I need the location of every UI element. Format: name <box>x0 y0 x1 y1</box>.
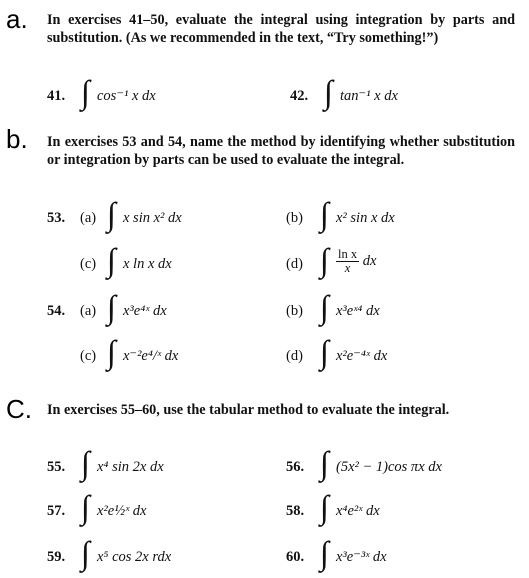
exercise-number: 53. <box>47 210 66 226</box>
integral-sign: ∫ <box>320 490 330 526</box>
integrand: x³e⁻³ˣ dx <box>336 549 387 565</box>
integrand: x²e½ˣ dx <box>97 503 147 519</box>
integral-sign: ∫ <box>320 536 330 572</box>
exercise-number: 55. <box>47 459 66 475</box>
fraction-denominator: x <box>344 261 351 275</box>
integral-sign: ∫ <box>320 290 330 326</box>
integrand: x³e⁴ˣ dx <box>123 303 167 319</box>
part-label: (c) <box>80 348 97 364</box>
section-a-instruction: In exercises 41–50, evaluate the integral using integration by parts and substitution. (As we recommended in the text, “Try something!”) <box>47 12 515 46</box>
integral-sign: ∫ <box>320 335 330 371</box>
part-label: (a) <box>80 303 97 319</box>
section-b-instruction: In exercises 53 and 54, name the method by identifying whether substitution or integration by parts can be used to evaluate the integral. <box>47 134 515 168</box>
part-label: (b) <box>286 210 303 226</box>
exercise-57 <box>47 490 267 526</box>
integral-sign: ∫ <box>107 243 117 279</box>
integrand: x⁵ cos 2x rdx <box>97 549 172 565</box>
integrand: x ln x dx <box>123 256 172 272</box>
exercise-42 <box>290 75 490 111</box>
exercise-number: 60. <box>286 549 305 565</box>
exercise-60 <box>286 536 506 572</box>
part-label: (c) <box>80 256 97 272</box>
integrand: x² sin x dx <box>336 210 395 226</box>
integrand: x⁻²e⁴/ˣ dx <box>123 348 179 364</box>
part-label: (a) <box>80 210 97 226</box>
integral-sign: ∫ <box>320 446 330 482</box>
fraction-numerator: ln x <box>338 247 358 261</box>
exercise-59 <box>47 536 267 572</box>
part-label: (b) <box>286 303 303 319</box>
integrand: x sin x² dx <box>123 210 182 226</box>
fraction <box>336 248 359 275</box>
integrand: tan⁻¹ x dx <box>340 88 398 104</box>
integrand: x³eˣ⁴ dx <box>336 303 380 319</box>
integral-sign: ∫ <box>324 75 334 111</box>
exercise-58 <box>286 490 506 526</box>
exercise-number: 41. <box>47 88 66 104</box>
exercise-41 <box>47 75 237 111</box>
exercise-56 <box>286 446 516 482</box>
exercise-54c <box>80 335 260 371</box>
exercise-54b <box>286 290 486 326</box>
exercise-number: 58. <box>286 503 305 519</box>
integral-sign: ∫ <box>107 290 117 326</box>
integral-sign: ∫ <box>81 490 91 526</box>
exercise-54d <box>286 335 486 371</box>
exercise-number: 56. <box>286 459 305 475</box>
section-b-letter: b. <box>6 124 28 154</box>
exercise-53c <box>80 243 260 279</box>
integral-sign: ∫ <box>320 197 330 233</box>
section-c-letter: C. <box>6 394 32 424</box>
integrand: (5x² − 1)cos πx dx <box>336 459 442 475</box>
part-label: (d) <box>286 348 303 364</box>
section-a-letter: a. <box>6 4 28 34</box>
exercise-number: 54. <box>47 303 66 319</box>
exercise-number: 59. <box>47 549 66 565</box>
integral-sign: ∫ <box>107 335 117 371</box>
integrand: x⁴e²ˣ dx <box>336 503 380 519</box>
integral-sign: ∫ <box>107 197 117 233</box>
exercise-53a <box>47 197 267 233</box>
differential: dx <box>362 252 377 269</box>
exercise-55 <box>47 446 267 482</box>
integrand <box>336 248 376 275</box>
integrand: x⁴ sin 2x dx <box>97 459 164 475</box>
integral-sign: ∫ <box>81 75 91 111</box>
integral-sign: ∫ <box>81 536 91 572</box>
exercise-54a <box>47 290 267 326</box>
exercise-53b <box>286 197 486 233</box>
section-c-instruction: In exercises 55–60, use the tabular method to evaluate the integral. <box>47 402 450 418</box>
exercise-number: 57. <box>47 503 66 519</box>
part-label: (d) <box>286 256 303 272</box>
integrand: x²e⁻⁴ˣ dx <box>336 348 388 364</box>
exercise-number: 42. <box>290 88 309 104</box>
integral-sign: ∫ <box>81 446 91 482</box>
integral-sign: ∫ <box>320 243 330 279</box>
exercise-53d <box>286 243 486 279</box>
integrand: cos⁻¹ x dx <box>97 88 156 104</box>
